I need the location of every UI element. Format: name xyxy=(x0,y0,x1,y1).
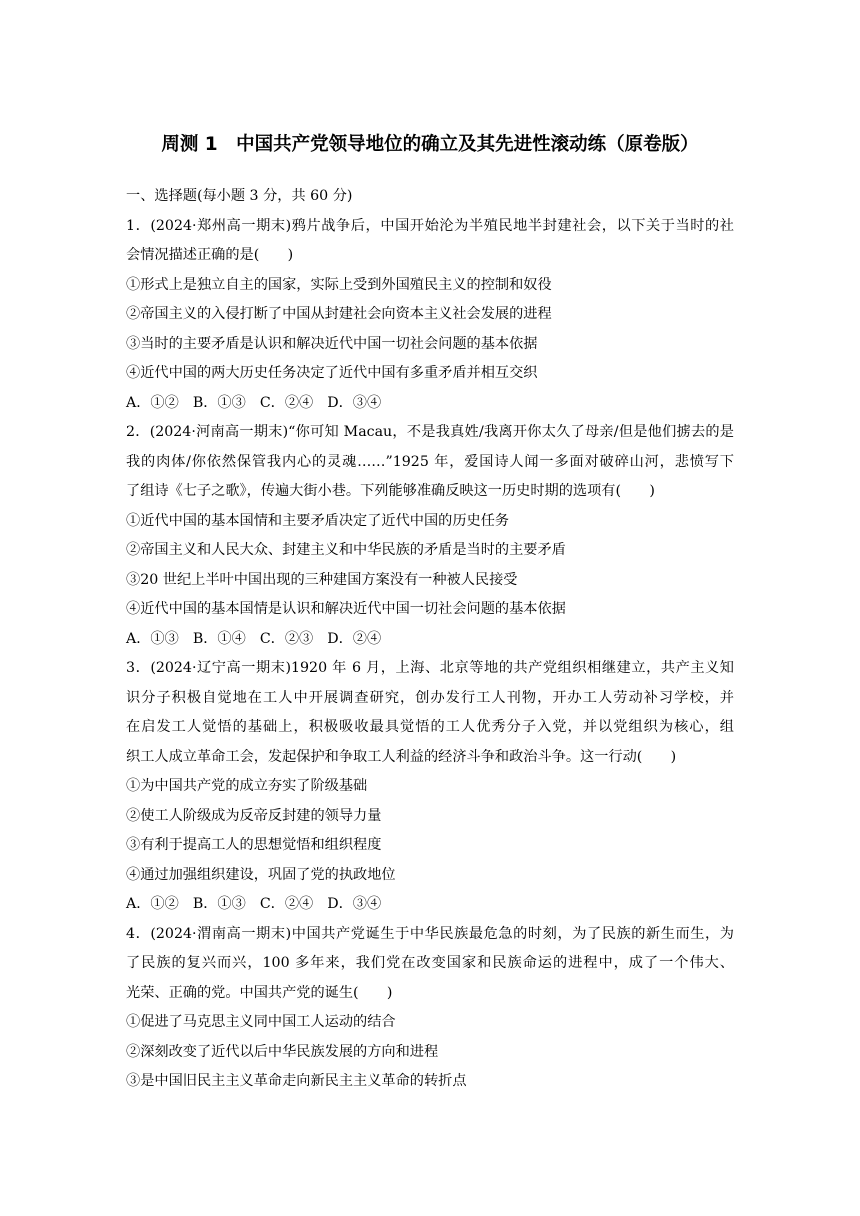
question-2-stem-line-3: 了组诗《七子之歌》，传遍大街小巷。下列能够准确反映这一历史时期的选项有( ) xyxy=(126,483,655,499)
question-2-options xyxy=(126,629,395,649)
question-1-statement-2: ②帝国主义的入侵打断了中国从封建社会向资本主义社会发展的进程 xyxy=(126,306,552,322)
question-3-statement-3: ③有利于提高工人的思想觉悟和组织程度 xyxy=(126,837,382,853)
question-2-statement-3: ③20 世纪上半叶中国出现的三种建国方案没有一种被人民接受 xyxy=(126,572,518,588)
question-1-option-a: A．①② xyxy=(126,395,179,411)
question-1-stem-line-1: 1．(2024·郑州高一期末)鸦片战争后，中国开始沦为半殖民地半封建社会，以下关于当时的社 xyxy=(126,218,734,234)
question-1-statement-1: ①形式上是独立自主的国家，实际上受到外国殖民主义的控制和奴役 xyxy=(126,277,552,293)
question-4-statement-2: ②深刻改变了近代以后中华民族发展的方向和进程 xyxy=(126,1044,439,1060)
question-1-options xyxy=(126,393,395,413)
question-3-stem-line-4: 织工人成立革命工会，发起保护和争取工人利益的经济斗争和政治斗争。这一行动( ) xyxy=(126,749,677,765)
question-3-statement-2: ②使工人阶级成为反帝反封建的领导力量 xyxy=(126,808,382,824)
question-3-statement-4: ④通过加强组织建设，巩固了党的执政地位 xyxy=(126,867,396,883)
question-3-options xyxy=(126,894,395,914)
question-2-option-b: B．①④ xyxy=(192,631,246,647)
question-4-stem-line-3: 光荣、正确的党。中国共产党的诞生( ) xyxy=(126,985,393,1001)
document-title: 周测 1 中国共产党领导地位的确立及其先进性滚动练（原卷版） xyxy=(161,134,699,155)
question-2-statement-4: ④近代中国的基本国情是认识和解决近代中国一切社会问题的基本依据 xyxy=(126,601,566,617)
question-1-statement-4: ④近代中国的两大历史任务决定了近代中国有多重矛盾并相互交织 xyxy=(126,365,538,381)
question-2-option-c: C．②③ xyxy=(259,631,314,647)
question-1-option-c: C．②④ xyxy=(259,395,314,411)
question-3-stem-line-3: 在启发工人觉悟的基础上，积极吸收最具觉悟的工人优秀分子入党，并以党组织为核心，组 xyxy=(126,719,734,735)
question-2-option-a: A．①③ xyxy=(126,631,179,647)
question-4-stem-line-1: 4．(2024·渭南高一期末)中国共产党诞生于中华民族最危急的时刻，为了民族的新生而生，为 xyxy=(126,926,734,942)
question-2-stem-line-2: 我的肉体/你依然保管我内心的灵魂……”1925 年，爱国诗人闻一多面对破碎山河，悲愤写下 xyxy=(126,454,734,470)
section-heading: 一、选择题(每小题 3 分，共 60 分) xyxy=(126,188,353,204)
question-3-option-c: C．②④ xyxy=(259,896,314,912)
question-2-option-d: D．②④ xyxy=(327,631,382,647)
question-3-stem-line-1: 3．(2024·辽宁高一期末)1920 年 6 月，上海、北京等地的共产党组织相继建立，共产主义知 xyxy=(126,660,734,676)
question-4-stem-line-2: 了民族的复兴而兴，100 多年来，我们党在改变国家和民族命运的进程中，成了一个伟大、 xyxy=(126,955,734,971)
question-2-statement-2: ②帝国主义和人民大众、封建主义和中华民族的矛盾是当时的主要矛盾 xyxy=(126,542,566,558)
question-4-statement-1: ①促进了马克思主义同中国工人运动的结合 xyxy=(126,1014,396,1030)
question-3-option-b: B．①③ xyxy=(192,896,246,912)
question-2-statement-1: ①近代中国的基本国情和主要矛盾决定了近代中国的历史任务 xyxy=(126,513,510,529)
question-1-stem-line-2: 会情况描述正确的是( ) xyxy=(126,247,294,263)
question-1-option-b: B．①③ xyxy=(192,395,246,411)
question-3-statement-1: ①为中国共产党的成立夯实了阶级基础 xyxy=(126,778,368,794)
question-4-statement-3: ③是中国旧民主主义革命走向新民主主义革命的转折点 xyxy=(126,1073,467,1089)
question-1-option-d: D．③④ xyxy=(327,395,382,411)
question-1-statement-3: ③当时的主要矛盾是认识和解决近代中国一切社会问题的基本依据 xyxy=(126,336,538,352)
question-3-option-a: A．①② xyxy=(126,896,179,912)
question-2-stem-line-1: 2．(2024·河南高一期末)“你可知 Macau，不是我真姓/我离开你太久了母亲/但是他们掳去的是 xyxy=(126,424,734,440)
question-3-option-d: D．③④ xyxy=(327,896,382,912)
question-3-stem-line-2: 识分子积极自觉地在工人中开展调查研究，创办发行工人刊物，开办工人劳动补习学校，并 xyxy=(126,690,734,706)
